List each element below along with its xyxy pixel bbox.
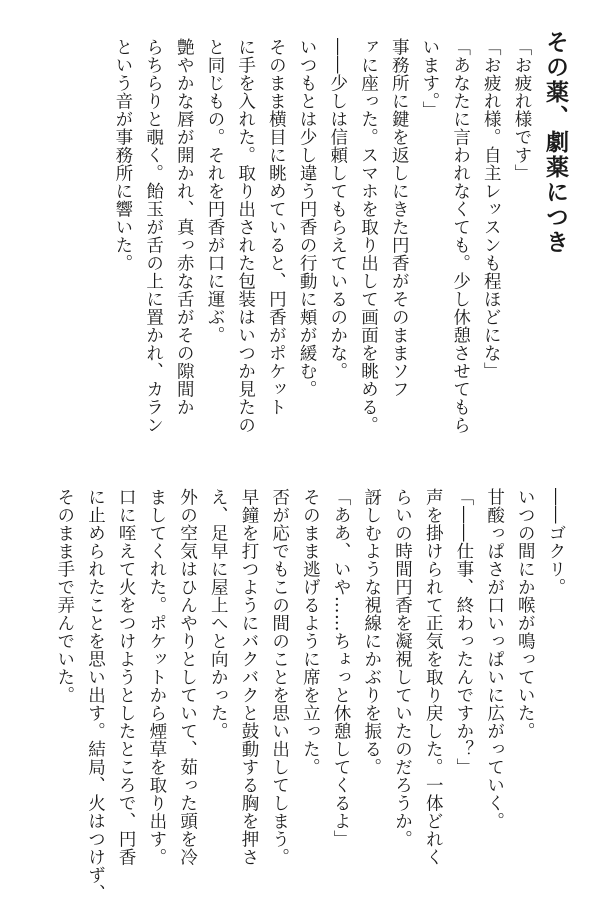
text-line: という音が事務所に響いた。 [112, 38, 133, 272]
text-line: 「――仕事、終わったんですか？」 [453, 488, 474, 776]
text-line: そのまま逃げるように席を立った。 [300, 488, 321, 776]
text-line: そのまま横目に眺めていると、円香がポケット [266, 38, 287, 416]
text-line: ――少しは信頼してもらえているのかな。 [327, 38, 348, 380]
text-line: 艶やかな唇が開かれ、真っ赤な舌がその隙間か [174, 38, 195, 416]
chapter-title: その薬、劇薬につき [542, 30, 568, 255]
text-line: 否が応でもこの間のことを思い出してしまう。 [269, 488, 290, 866]
text-line: いつの間にか喉が鳴っていた。 [515, 488, 536, 740]
text-line: 早鐘を打つようにバクバクと鼓動する胸を押さ [238, 488, 259, 866]
text-line: いつもとは少し違う円香の行動に頬が緩む。 [297, 38, 318, 398]
text-line: そのまま手で弄んでいた。 [54, 488, 75, 704]
text-line: 「ああ、いや……ちょっと休憩してくるよ」 [331, 488, 352, 848]
text-line: います。」 [419, 38, 440, 120]
text-block-top [107, 38, 537, 448]
text-line: 外の空気はひんやりとしていて、茹った頭を冷 [177, 488, 198, 866]
text-line: ――ゴクリ。 [546, 488, 566, 596]
text-line: 甘酸っぱさが口いっぱいに広がっていく。 [484, 488, 505, 830]
text-line: 訝しむような視線にかぶりを振る。 [361, 488, 382, 776]
text-line: ァに座った。スマホを取り出して画面を眺める。 [358, 38, 379, 434]
text-block-bottom [49, 488, 571, 902]
text-line: え、足早に屋上へと向かった。 [208, 488, 229, 740]
text-line: らちらりと覗く。飴玉が舌の上に置かれ、カラン [143, 38, 164, 434]
text-line: と同じもの。それを円香が口に運ぶ。 [204, 38, 225, 344]
text-line: 「お疲れ様。自主レッスンも程ほどにな」 [481, 38, 502, 380]
text-line: 事務所に鍵を返しにきた円香がそのままソフ [389, 38, 410, 398]
text-line: らいの時間円香を凝視していたのだろうか。 [392, 488, 413, 848]
text-line: 口に咥えて火をつけようとしたところで、円香 [116, 488, 137, 866]
text-line: 「お疲れ様です」 [512, 38, 532, 182]
text-line: 「あなたに言われなくても。少し休憩させてもら [450, 38, 471, 434]
text-line: ましてくれた。ポケットから煙草を取り出す。 [146, 488, 167, 866]
text-line: に止められたことを思い出す。結局、火はつけず、 [85, 488, 106, 902]
text-line: 声を掛けられて正気を取り戻した。一体どれく [423, 488, 444, 866]
text-line: に手を入れた。取り出された包装はいつか見たの [235, 38, 256, 434]
